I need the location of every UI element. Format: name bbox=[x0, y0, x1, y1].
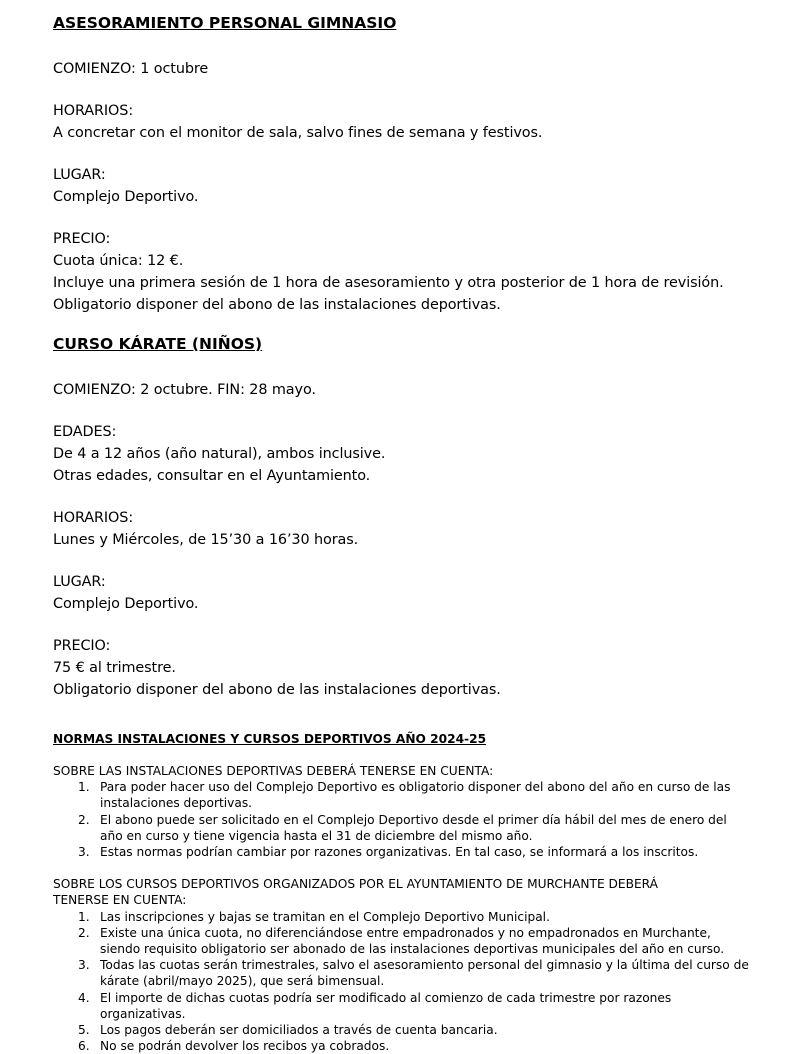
karate-ages-line1: De 4 a 12 años (año natural), ambos inclusive. bbox=[53, 446, 386, 462]
karate-place-label: LUGAR: bbox=[53, 574, 106, 590]
karate-schedule-text: Lunes y Miércoles, de 15’30 a 16’30 horas. bbox=[53, 532, 359, 548]
list-item: 5. Los pagos deberán ser domiciliados a través de cuenta bancaria. bbox=[78, 1023, 498, 1038]
karate-schedule-label: HORARIOS: bbox=[53, 510, 134, 526]
gym-price-line1: Cuota única: 12 €. bbox=[53, 253, 184, 269]
section-title-gym: ASESORAMIENTO PERSONAL GIMNASIO bbox=[53, 14, 397, 32]
document-page bbox=[53, 12, 753, 1054]
karate-price-label: PRECIO: bbox=[53, 638, 111, 654]
list-item: 1. Para poder hacer uso del Complejo Deportivo es obligatorio disponer del abono del año en curso de las instalaciones deportivas. bbox=[78, 780, 731, 811]
gym-schedule-text: A concretar con el monitor de sala, salvo fines de semana y festivos. bbox=[53, 125, 543, 141]
gym-price-line3: Obligatorio disponer del abono de las instalaciones deportivas. bbox=[53, 297, 501, 313]
list-item: 4. El importe de dichas cuotas podría ser modificado al comienzo de cada trimestre por razones organizativas. bbox=[78, 990, 672, 1021]
facilities-intro: SOBRE LAS INSTALACIONES DEPORTIVAS DEBERÁ TENERSE EN CUENTA: bbox=[53, 764, 494, 778]
gym-place-label: LUGAR: bbox=[53, 167, 106, 183]
courses-list bbox=[53, 909, 753, 1054]
list-item: 2. Existe una única cuota, no diferenciándose entre empadronados y no empadronados en Murchante, siendo requisito obligatorio ser abonado de las instalaciones deportivas municipales del año en curso. bbox=[78, 925, 725, 957]
karate-ages-line2: Otras edades, consultar en el Ayuntamiento. bbox=[53, 468, 371, 484]
gym-place-text: Complejo Deportivo. bbox=[53, 189, 199, 205]
courses-intro: SOBRE LOS CURSOS DEPORTIVOS ORGANIZADOS POR EL AYUNTAMIENTO DE MURCHANTE DEBERÁ TENERSE EN CUENTA: bbox=[53, 877, 658, 908]
gym-start: COMIENZO: 1 octubre bbox=[53, 61, 209, 77]
karate-place-text: Complejo Deportivo. bbox=[53, 596, 199, 612]
gym-price-label: PRECIO: bbox=[53, 231, 111, 247]
list-item: 3. Todas las cuotas serán trimestrales, salvo el asesoramiento personal del gimnasio y la última del curso de kárate (abril/mayo 2025), que será bimensual. bbox=[78, 958, 749, 989]
gym-schedule-label: HORARIOS: bbox=[53, 103, 134, 119]
list-item: 3. Estas normas podrían cambiar por razones organizativas. En tal caso, se informará a los inscritos. bbox=[78, 845, 699, 860]
facilities-list bbox=[53, 779, 753, 860]
list-item: 2. El abono puede ser solicitado en el Complejo Deportivo desde el primer día hábil del mes de enero del año en curso y tiene vigencia hasta el 31 de diciembre del mismo año. bbox=[78, 812, 727, 843]
karate-price-line2: Obligatorio disponer del abono de las instalaciones deportivas. bbox=[53, 682, 501, 698]
karate-price-line1: 75 € al trimestre. bbox=[53, 660, 176, 676]
norms-title: NORMAS INSTALACIONES Y CURSOS DEPORTIVOS AÑO 2024-25 bbox=[53, 732, 487, 746]
karate-start: COMIENZO: 2 octubre. FIN: 28 mayo. bbox=[53, 382, 316, 398]
list-item: 1. Las inscripciones y bajas se tramitan en el Complejo Deportivo Municipal. bbox=[78, 909, 550, 924]
section-title-karate: CURSO KÁRATE (NIÑOS) bbox=[53, 335, 263, 353]
list-item: 6. No se podrán devolver los recibos ya cobrados. bbox=[78, 1039, 390, 1054]
gym-price-line2: Incluye una primera sesión de 1 hora de asesoramiento y otra posterior de 1 hora de revisión. bbox=[53, 275, 724, 291]
karate-ages-label: EDADES: bbox=[53, 424, 117, 440]
